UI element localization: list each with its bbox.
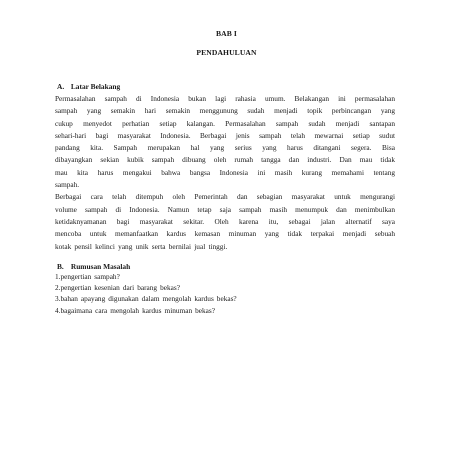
paragraph-line: kotak pensil kelinci yang unik serta bernilai jual tinggi. [55, 241, 228, 251]
list-item: 1.pengertian sampah? [55, 272, 120, 281]
paragraph-line: Permasalahan sampah di Indonesia bukan lagi rahasia umum. Belakangan ini permasalahan [55, 94, 395, 103]
paragraph-line: sehari-hari bagi masyarakat Indonesia. Berbagai jenis sampah telah mewarnai setiap sudut [55, 130, 395, 140]
section-b-title: Rumusan Masalah [70, 262, 131, 271]
paragraph-line: dibayangkan sekian kubik sampah dibuang oleh rumah tangga dan industri. Dan mau tidak [55, 155, 395, 165]
problem-list [55, 271, 237, 316]
section-a-title: Latar Belakang [70, 82, 121, 91]
paragraph-line: cukup menyedot perhatian setiap kalangan. Permasalahan sampah sudah menjadi santapan [55, 118, 395, 128]
section-b-heading [57, 262, 130, 271]
section-a-heading [57, 82, 120, 91]
list-item: 3.bahan apayang digunakan dalam mengolah kardus bekas? [55, 294, 237, 304]
chapter-title: PENDAHULUAN [196, 48, 257, 57]
section-b-letter: B. [57, 262, 64, 271]
chapter-number: BAB I [216, 29, 237, 38]
paragraph-line: mencoba untuk memanfaatkan kardus kemasan minuman yang tidak terpakai menjadi sebuah [55, 229, 395, 239]
paragraph-line: Berbagai cara telah ditempuh oleh Pemerintah dan sebagian masyarakat untuk mengurangi [55, 192, 395, 202]
list-item: 2.pengertian kesenian dari barang bekas? [55, 283, 180, 293]
paragraph-line: pandang kita. Sampah merupakan hal yang serius yang harus ditangani segera. Bisa [55, 143, 395, 153]
paragraph-line: volume sampah di Indonesia. Namun tetap saja sampah masih menumpuk dan menimbulkan [55, 204, 395, 214]
list-item: 4.bagaimana cara mengolah kardus minuman bekas? [55, 305, 215, 315]
paragraph-line: ketidaknyamanan bagi masyarakat sekitar. Oleh karena itu, sebagai jalan alternatif saya [55, 216, 395, 226]
background-paragraph-1 [55, 93, 395, 253]
paragraph-line: sampah. [55, 180, 80, 190]
paragraph-line: sampah yang semakin hari semakin menggunung sudah menjadi topik perbincangan yang [55, 106, 395, 116]
paragraph-line: mau kita harus mengakui bahwa bangsa Indonesia ini masih kurang memahami tentang [55, 167, 395, 177]
section-a-letter: A. [57, 82, 65, 91]
